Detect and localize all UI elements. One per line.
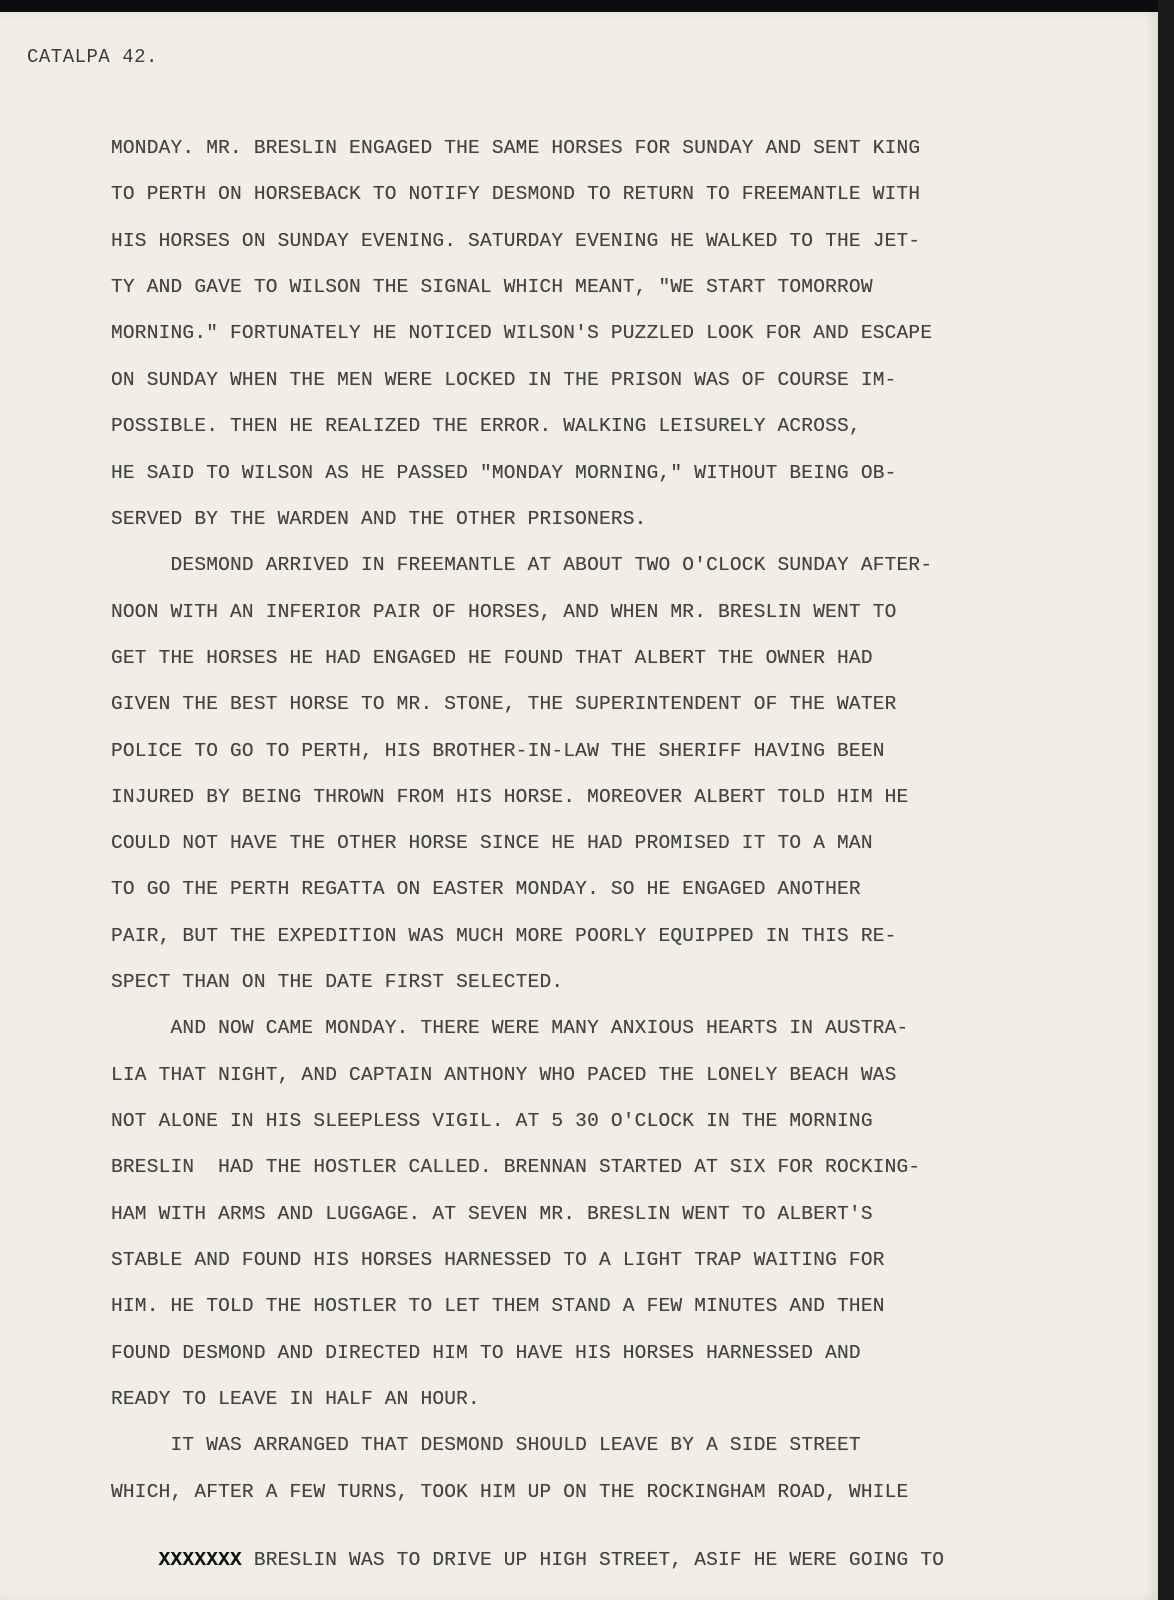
text-line: TO PERTH ON HORSEBACK TO NOTIFY DESMOND TO RETURN TO FREEMANTLE WITH — [111, 183, 921, 205]
text-line: GET THE HORSES HE HAD ENGAGED HE FOUND THAT ALBERT THE OWNER HAD — [111, 647, 873, 669]
text-line: POLICE TO GO TO PERTH, HIS BROTHER-IN-LAW THE SHERIFF HAVING BEEN — [111, 740, 885, 762]
text-line: DESMOND ARRIVED IN FREEMANTLE AT ABOUT TWO O'CLOCK SUNDAY AFTER- — [111, 554, 933, 576]
text-line: WHICH, AFTER A FEW TURNS, TOOK HIM UP ON THE ROCKINGHAM ROAD, WHILE — [111, 1481, 909, 1503]
text-line: TY AND GAVE TO WILSON THE SIGNAL WHICH MEANT, "WE START TOMORROW — [111, 276, 873, 298]
last-line-text: BRESLIN WAS TO DRIVE UP HIGH STREET, ASIF HE WERE GOING TO — [241, 1549, 945, 1571]
text-line: HAM WITH ARMS AND LUGGAGE. AT SEVEN MR. BRESLIN WENT TO ALBERT'S — [111, 1203, 873, 1225]
text-line: NOT ALONE IN HIS SLEEPLESS VIGIL. AT 5 30 O'CLOCK IN THE MORNING — [111, 1110, 873, 1132]
text-line: INJURED BY BEING THROWN FROM HIS HORSE. MOREOVER ALBERT TOLD HIM HE — [111, 786, 909, 808]
text-line: POSSIBLE. THEN HE REALIZED THE ERROR. WALKING LEISURELY ACROSS, — [111, 415, 861, 437]
text-line: LIA THAT NIGHT, AND CAPTAIN ANTHONY WHO PACED THE LONELY BEACH WAS — [111, 1064, 897, 1086]
text-line-last — [111, 1527, 1063, 1593]
text-line: ON SUNDAY WHEN THE MEN WERE LOCKED IN THE PRISON WAS OF COURSE IM- — [111, 369, 897, 391]
text-line: GIVEN THE BEST HORSE TO MR. STONE, THE SUPERINTENDENT OF THE WATER — [111, 693, 897, 715]
text-line: PAIR, BUT THE EXPEDITION WAS MUCH MORE POORLY EQUIPPED IN THIS RE- — [111, 925, 897, 947]
scan-right-border — [1158, 0, 1174, 1600]
text-line: READY TO LEAVE IN HALF AN HOUR. — [111, 1388, 480, 1410]
text-line: HIS HORSES ON SUNDAY EVENING. SATURDAY EVENING HE WALKED TO THE JET- — [111, 230, 921, 252]
text-line: MONDAY. MR. BRESLIN ENGAGED THE SAME HORSES FOR SUNDAY AND SENT KING — [111, 137, 921, 159]
typed-page — [0, 12, 1158, 1600]
text-line: BRESLIN HAD THE HOSTLER CALLED. BRENNAN STARTED AT SIX FOR ROCKING- — [111, 1156, 921, 1178]
text-line: NOON WITH AN INFERIOR PAIR OF HORSES, AND WHEN MR. BRESLIN WENT TO — [111, 601, 897, 623]
text-line: MORNING." FORTUNATELY HE NOTICED WILSON'S PUZZLED LOOK FOR AND ESCAPE — [111, 322, 933, 344]
text-line: SERVED BY THE WARDEN AND THE OTHER PRISONERS. — [111, 508, 647, 530]
text-line: TO GO THE PERTH REGATTA ON EASTER MONDAY. SO HE ENGAGED ANOTHER — [111, 878, 861, 900]
struck-out-text: XXXXXXX — [158, 1549, 242, 1571]
text-line: COULD NOT HAVE THE OTHER HORSE SINCE HE HAD PROMISED IT TO A MAN — [111, 832, 873, 854]
text-line: HE SAID TO WILSON AS HE PASSED "MONDAY MORNING," WITHOUT BEING OB- — [111, 462, 897, 484]
text-line: STABLE AND FOUND HIS HORSES HARNESSED TO A LIGHT TRAP WAITING FOR — [111, 1249, 885, 1271]
text-line: AND NOW CAME MONDAY. THERE WERE MANY ANXIOUS HEARTS IN AUSTRA- — [111, 1017, 909, 1039]
page-header: CATALPA 42. — [27, 46, 158, 68]
text-line: HIM. HE TOLD THE HOSTLER TO LET THEM STAND A FEW MINUTES AND THEN — [111, 1295, 885, 1317]
text-line: IT WAS ARRANGED THAT DESMOND SHOULD LEAVE BY A SIDE STREET — [111, 1434, 861, 1456]
text-line: SPECT THAN ON THE DATE FIRST SELECTED. — [111, 971, 564, 993]
text-line: FOUND DESMOND AND DIRECTED HIM TO HAVE HIS HORSES HARNESSED AND — [111, 1342, 861, 1364]
